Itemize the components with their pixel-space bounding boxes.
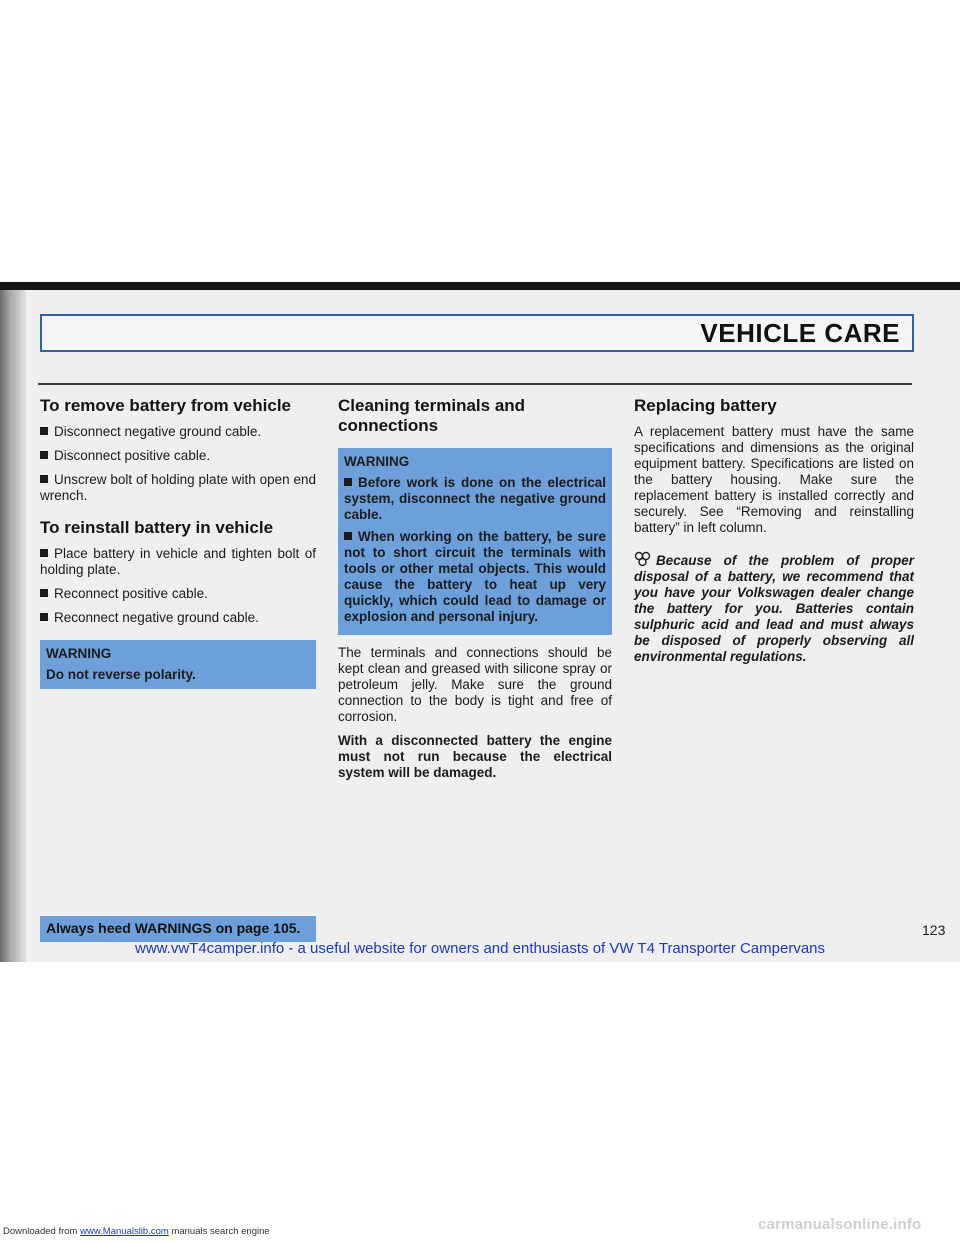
- page-number: 123: [922, 922, 946, 938]
- engine-note: With a disconnected battery the engine must not run because the electrical system will be damaged.: [338, 733, 612, 780]
- right-column: [634, 396, 914, 665]
- reinstall-heading: To reinstall battery in vehicle: [40, 518, 274, 537]
- remove-heading: To remove battery from vehicle: [40, 396, 291, 415]
- bullet-icon: [344, 532, 352, 540]
- bullet-icon: [40, 475, 48, 483]
- recycle-icon: [634, 550, 652, 568]
- warnings-reference: [40, 916, 316, 942]
- header-rule: [38, 383, 912, 385]
- download-suffix: manuals search engine: [171, 1226, 270, 1237]
- cleaning-body: The terminals and connections should be kept clean and greased with silicone spray or petroleum jelly. Make sure the ground connection to the body is tight and free of corrosion.: [338, 645, 612, 724]
- remove-step: Disconnect negative ground cable.: [40, 424, 316, 440]
- credit-line[interactable]: www.vwT4camper.info - a useful website for owners and enthusiasts of VW T4 Transporter Campervans: [134, 940, 826, 957]
- remove-step: Unscrew bolt of holding plate with open end wrench.: [40, 472, 316, 503]
- reinstall-step: Reconnect negative ground cable.: [40, 610, 316, 626]
- remove-step: Disconnect positive cable.: [40, 448, 316, 464]
- environment-note: Because of the problem of proper disposal of a battery, we recommend that you have your Volkswagen dealer change the battery for you. Batteries contain sulphuric acid and lead and must always be disposed of properly observing all environmental regulations.: [634, 550, 914, 665]
- replacing-heading: Replacing battery: [634, 396, 777, 415]
- bullet-icon: [40, 613, 48, 621]
- warning-title: WARNING: [344, 454, 410, 469]
- warning-text: Do not reverse polarity.: [46, 667, 196, 682]
- warning-item: Before work is done on the electrical system, disconnect the negative ground cable.: [344, 475, 606, 522]
- section-header: [40, 314, 914, 352]
- middle-column: [338, 396, 612, 789]
- watermark: carmanualsonline.info: [758, 1216, 922, 1233]
- bullet-icon: [344, 478, 352, 486]
- warning-item: When working on the battery, be sure not to short circuit the terminals with tools or other metal objects. This would cause the battery to heat up very quickly, which could lead to damage or explosion and personal injury.: [344, 529, 606, 624]
- cleaning-heading: Cleaning terminals and connections: [338, 396, 526, 435]
- manual-page-scan: [0, 290, 960, 962]
- warnings-reference-text: Always heed WARNINGS on page 105.: [46, 920, 301, 936]
- replacing-body: A replacement battery must have the same specifications and dimensions as the original equipment battery. Specifications are listed on the battery housing. Make sure the replacement battery is installed correctly and securely. See “Removing and reinstalling battery” in left column.: [634, 424, 914, 535]
- page-top-edge: [0, 282, 960, 290]
- polarity-warning: [40, 640, 316, 689]
- book-binding-shadow: [0, 290, 26, 962]
- left-column: [40, 396, 316, 699]
- bullet-icon: [40, 451, 48, 459]
- bullet-icon: [40, 549, 48, 557]
- electrical-warning: [338, 448, 612, 635]
- bullet-icon: [40, 427, 48, 435]
- manualslib-link[interactable]: www.Manualslib.com: [80, 1226, 169, 1237]
- download-notice: [3, 1226, 270, 1237]
- reinstall-step: Place battery in vehicle and tighten bolt of holding plate.: [40, 546, 316, 577]
- warning-title: WARNING: [46, 646, 112, 661]
- section-title: VEHICLE CARE: [700, 318, 900, 348]
- reinstall-step: Reconnect positive cable.: [40, 586, 316, 602]
- bullet-icon: [40, 589, 48, 597]
- download-prefix: Downloaded from: [3, 1226, 78, 1237]
